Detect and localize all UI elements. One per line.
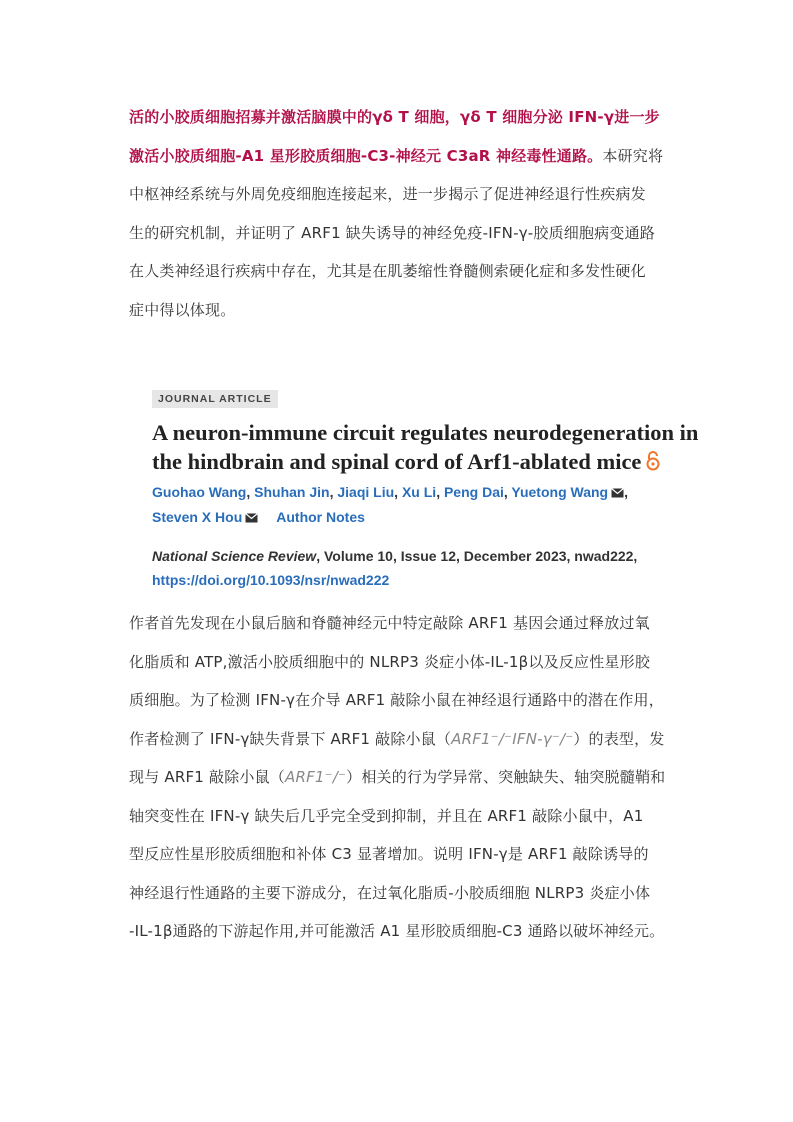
author-link[interactable]: Jiaqi Liu	[337, 484, 395, 500]
para2-line4-genotype: ARF1⁻/⁻IFN-γ⁻/⁻	[451, 729, 574, 748]
para2-line1: 作者首先发现在小鼠后脑和脊髓神经元中特定敲除 ARF1 基因会通过释放过氧	[129, 614, 650, 632]
author-link[interactable]: Steven X Hou	[152, 509, 243, 525]
journal-citation	[152, 544, 712, 592]
author-link[interactable]: Yuetong Wang	[511, 484, 609, 500]
para1-line2-rest: 本研究将	[602, 146, 664, 165]
journal-details: , Volume 10, Issue 12, December 2023, nwad222,	[316, 548, 638, 564]
authors-line1: Guohao Wang, Shuhan Jin, Jiaqi Liu, Xu Li, Peng Dai, Yuetong Wang ,	[152, 480, 712, 505]
para1-line5: 在人类神经退行疾病中存在，尤其是在肌萎缩性脊髓侧索硬化症和多发性硬化	[129, 262, 646, 280]
para1-line2-highlight: 激活小胶质细胞-A1 星形胶质细胞-C3-神经元 C3aR 神经毒性通路。	[129, 146, 603, 165]
article-title-line1: A neuron-immune circuit regulates neurodegeneration in	[152, 420, 699, 445]
para2-line9: -IL-1β通路的下游起作用,并可能激活 A1 星形胶质细胞-C3 通路以破坏神经元。	[129, 922, 665, 940]
para2-line6: 轴突变性在 IFN-γ 缺失后几乎完全受到抑制，并且在 ARF1 敲除小鼠中，A1	[129, 806, 644, 825]
para2-line4-a: 作者检测了 IFN-γ缺失背景下 ARF1 敲除小鼠（	[129, 729, 452, 748]
para1-line3: 中枢神经系统与外周免疫细胞连接起来，进一步揭示了促进神经退行性疾病发	[129, 185, 646, 203]
open-access-icon	[645, 449, 661, 478]
author-list	[152, 480, 712, 530]
para2-line4-b: ）的表型，发	[573, 729, 665, 748]
author-link[interactable]: Xu Li	[401, 484, 437, 500]
para2-line7: 型反应性星形胶质细胞和补体 C3 显著增加。说明 IFN-γ是 ARF1 敲除诱导的	[129, 845, 649, 863]
mail-icon[interactable]	[611, 481, 624, 505]
author-link[interactable]: Shuhan Jin	[254, 484, 330, 500]
doi-link[interactable]: https://doi.org/10.1093/nsr/nwad222	[152, 572, 390, 588]
article-type-badge: JOURNAL ARTICLE	[152, 390, 278, 408]
para2-line8: 神经退行性通路的主要下游成分，在过氧化脂质-小胶质细胞 NLRP3 炎症小体	[129, 883, 651, 902]
para2-line4	[129, 720, 689, 759]
para2-line3: 质细胞。为了检测 IFN-γ在介导 ARF1 敲除小鼠在神经退行通路中的潜在作用，	[129, 691, 664, 709]
para2-line5-a: 现与 ARF1 敲除小鼠（	[129, 768, 285, 786]
article-title[interactable]	[152, 418, 712, 478]
para2-line5	[129, 758, 689, 797]
journal-name: National Science Review	[152, 548, 317, 564]
para1-line1: 活的小胶质细胞招募并激活脑膜中的γδ T 细胞，γδ T 细胞分泌 IFN-γ进一步	[129, 108, 660, 126]
author-link[interactable]: Guohao Wang	[152, 484, 247, 500]
summary-paragraph	[129, 604, 689, 951]
author-notes-link[interactable]: Author Notes	[276, 509, 365, 525]
para1-line6: 症中得以体现。	[129, 300, 236, 319]
mail-icon[interactable]	[245, 506, 258, 530]
article-card	[152, 387, 712, 592]
para2-line5-genotype: ARF1⁻/⁻	[285, 768, 347, 786]
para1-line4: 生的研究机制，并证明了 ARF1 缺失诱导的神经免疫-IFN-γ-胶质细胞病变通路	[129, 223, 655, 242]
para1-line2	[129, 137, 669, 176]
intro-paragraph	[129, 98, 669, 329]
article-title-line2-text: the hindbrain and spinal cord of Arf1-ablated mice	[152, 449, 642, 474]
authors-line2	[152, 505, 712, 530]
para2-line2: 化脂质和 ATP,激活小胶质细胞中的 NLRP3 炎症小体-IL-1β以及反应性星形胶	[129, 652, 651, 671]
article-title-line2	[152, 447, 712, 478]
author-link[interactable]: Peng Dai	[443, 484, 504, 500]
para2-line5-b: ）相关的行为学异常、突触缺失、轴突脱髓鞘和	[346, 768, 666, 786]
